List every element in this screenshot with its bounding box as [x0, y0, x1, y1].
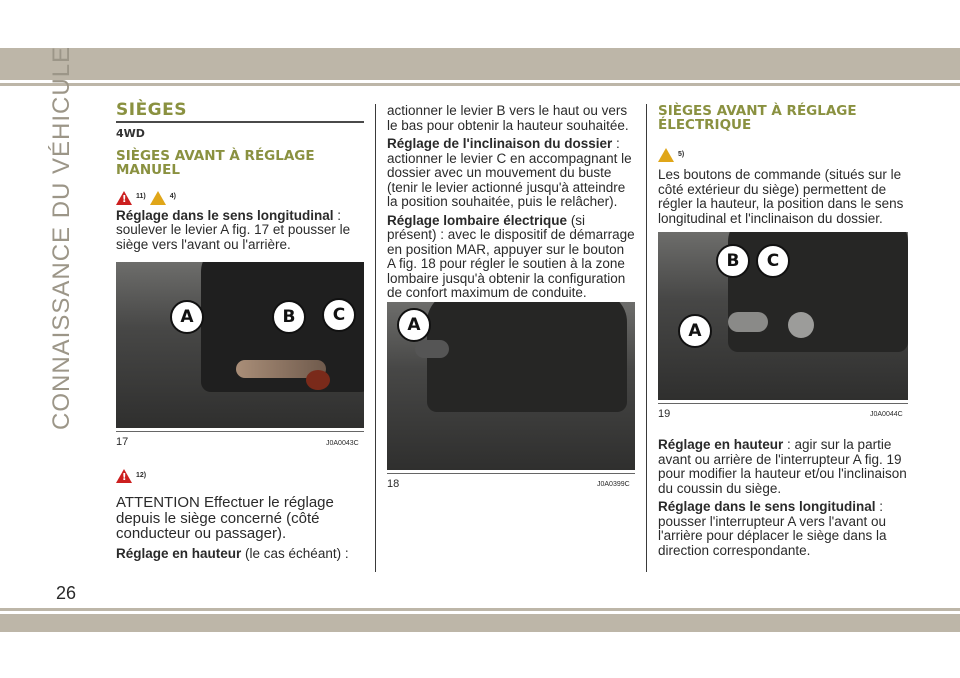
recline-paragraph — [387, 137, 635, 210]
fig17-code: J0A0043C — [326, 440, 359, 447]
callout-b: B — [272, 300, 306, 334]
section-side-title: CONNAISSANCE DU VÉHICULE — [48, 45, 75, 430]
longitudinal-text: : soulever le levier A fig. 17 et pousser le siège vers l'avant ou l'arrière. — [116, 207, 351, 252]
longitudinal-electric-keyword: Réglage dans le sens longitudinal — [658, 499, 876, 514]
controls-paragraph: Les boutons de commande (situés sur le côté extérieur du siège) permettent de régler la hauteur, la position dans le sens longitudinal et l'inclinaison du dossier. — [658, 167, 904, 226]
electric-seats-heading: SIÈGES AVANT À RÉGLAGE ÉLECTRIQUE — [658, 103, 857, 133]
height-electric-text: : agir sur la partie avant ou arrière de l'interrupteur A fig. 19 pour modifier la hauteur et/ou l'inclinaison du coussin du siège. — [658, 437, 907, 496]
fig17-number: 17 — [116, 436, 129, 448]
seat-shape-18 — [427, 302, 627, 412]
warning-ref-2: 12) — [136, 471, 147, 479]
longitudinal-keyword: Réglage dans le sens longitudinal — [116, 207, 334, 223]
caution-ref: 4) — [169, 193, 176, 200]
callout-a: A — [170, 300, 204, 334]
switch-c — [788, 312, 814, 338]
warning-icon-2 — [116, 469, 132, 483]
callout-c: C — [322, 298, 356, 332]
longitudinal-electric-text: : pousser l'interrupteur A vers l'avant ou l'arrière pour déplacer le siège dans la direction correspondante. — [658, 499, 887, 558]
lumbar-button — [415, 340, 449, 358]
figure-19-photo — [658, 232, 908, 400]
fig19-code: J0A0044C — [870, 411, 903, 418]
bottom-band — [0, 614, 960, 632]
callout-a-18: A — [397, 308, 431, 342]
column-1-lower — [116, 463, 364, 565]
lever-b-paragraph: actionner le levier B vers le haut ou vers le bas pour obtenir la hauteur souhaitée. — [387, 103, 629, 133]
fig19-number: 19 — [658, 408, 671, 420]
warning-ref: 11) — [136, 193, 146, 200]
bottom-rule — [0, 608, 960, 611]
height-paragraph — [116, 547, 364, 562]
warning-refs — [116, 185, 364, 205]
longitudinal-electric-paragraph — [658, 500, 908, 558]
column-3-lower — [658, 438, 908, 562]
height-keyword: Réglage en hauteur — [116, 545, 242, 561]
callout-c-19: C — [756, 244, 790, 278]
callout-b-19: B — [716, 244, 750, 278]
height-electric-paragraph — [658, 438, 908, 496]
fig17-caption-rule — [116, 431, 364, 432]
heading-rule — [116, 121, 364, 123]
height-text: (le cas échéant) : — [241, 545, 349, 561]
longitudinal-paragraph — [116, 209, 364, 253]
lumbar-text: (si présent) : avec le dispositif de démarrage en position MAR, appuyer sur le bouton A fig. 18 pour régler le soutien à la zone lombaire jusqu'à obtenir la configuration de confort maximum de conduite. — [387, 212, 635, 300]
seat-shape-19 — [728, 232, 908, 352]
page-number: 26 — [56, 583, 77, 603]
fig18-caption-rule — [387, 473, 635, 474]
lever-c-knob — [306, 370, 330, 390]
column-1 — [116, 100, 364, 256]
recline-text: : actionner le levier C en accompagnant le dossier avec un mouvement du buste (tenir le levier actionné jusqu'à atteindre la position souhaitée, puis le relâcher). — [387, 136, 632, 209]
column-3 — [658, 104, 908, 230]
warning-refs-2 — [116, 463, 364, 483]
switch-a — [728, 312, 768, 332]
lumbar-paragraph — [387, 214, 635, 301]
fig19-caption-rule — [658, 403, 908, 404]
attention-note: ATTENTION Effectuer le réglage depuis le siège concerné (côté conducteur ou passager). — [116, 494, 334, 542]
caution-icon-3 — [658, 148, 674, 162]
column-2 — [387, 104, 635, 305]
fig18-number: 18 — [387, 478, 400, 490]
awd-logo-icon: 4WD — [116, 126, 145, 140]
column-divider-2 — [646, 104, 647, 572]
figure-17-photo — [116, 262, 364, 428]
lumbar-keyword: Réglage lombaire électrique — [387, 212, 568, 228]
fig18-code: J0A0399C — [597, 481, 630, 488]
recline-keyword: Réglage de l'inclinaison du dossier — [387, 136, 613, 151]
callout-a-19: A — [678, 314, 712, 348]
figure-18-photo — [387, 302, 635, 470]
height-electric-keyword: Réglage en hauteur — [658, 437, 784, 452]
top-band — [0, 48, 960, 80]
warning-icon — [116, 191, 132, 205]
caution-icon — [150, 191, 166, 205]
caution-ref-3: 5) — [678, 150, 685, 158]
column-divider-1 — [375, 104, 376, 572]
section-heading: SIÈGES — [116, 100, 187, 120]
manual-seats-heading: SIÈGES AVANT À RÉGLAGE MANUEL — [116, 147, 315, 178]
caution-refs — [658, 142, 908, 162]
